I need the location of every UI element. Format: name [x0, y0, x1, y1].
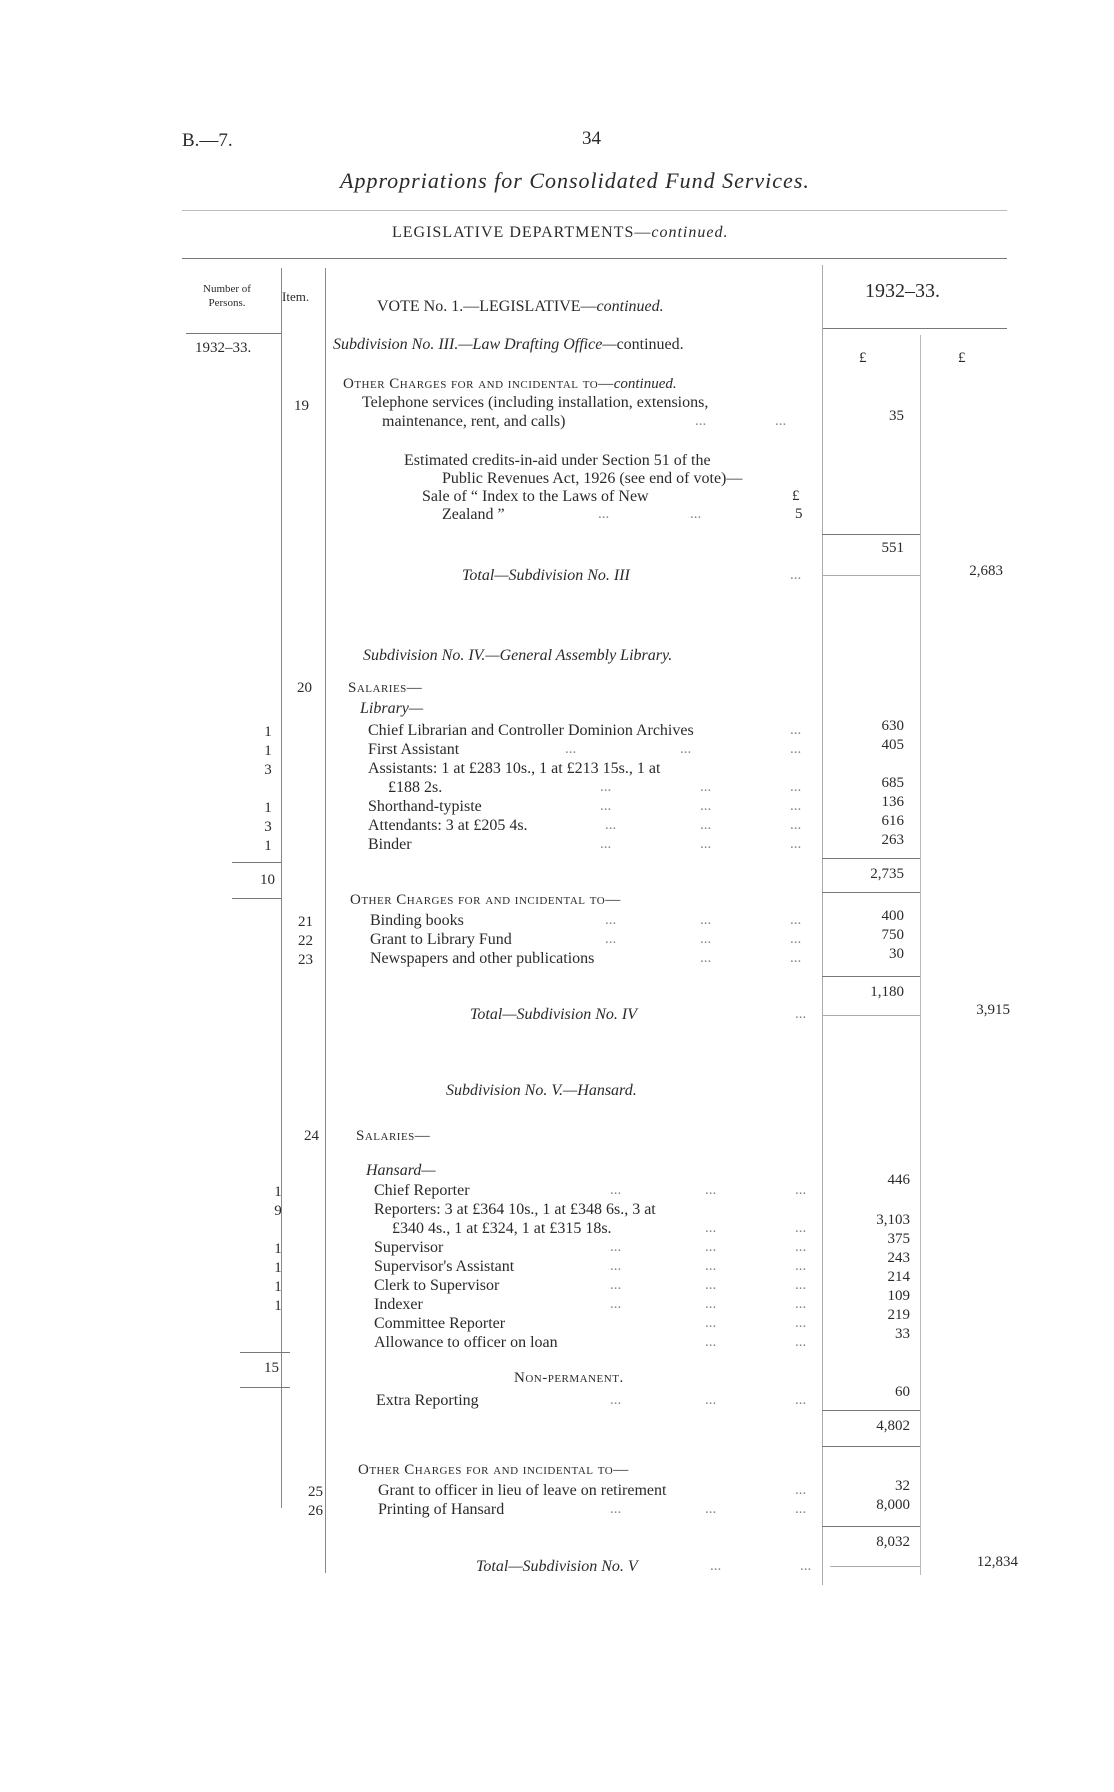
sub5-salaries-rule: [822, 1410, 920, 1411]
charge-amount: 30: [889, 946, 904, 962]
year-heading: 1932–33.: [865, 280, 940, 302]
salary-amount: 214: [887, 1269, 910, 1285]
leader-dots: ...: [705, 1315, 717, 1331]
sub3-other-charges: [343, 376, 677, 393]
sub5-salaries: Salaries—: [356, 1128, 431, 1144]
leader-dots: ...: [795, 1006, 807, 1022]
leader-dots: ...: [565, 741, 577, 757]
tel-amount: 35: [889, 408, 904, 424]
leader-dots: ...: [795, 1392, 807, 1408]
salary-label: Clerk to Supervisor: [374, 1277, 500, 1294]
amount-header-rule: [822, 328, 1007, 329]
salary-label: £340 4s., 1 at £324, 1 at £315 18s.: [392, 1220, 612, 1237]
leader-dots: ...: [700, 779, 712, 795]
sub4-charges-rule: [822, 976, 920, 977]
persons-count: 1: [274, 1298, 282, 1314]
leader-dots: ...: [790, 950, 802, 966]
persons-count: 1: [274, 1279, 282, 1295]
credits-line-2: Public Revenues Act, 1926 (see end of vote)—: [442, 470, 743, 487]
sub3-heading-cont: continued.: [616, 336, 684, 353]
sub4-other-charges: Other Charges for and incidental to—: [350, 892, 621, 908]
persons-count: 1: [264, 800, 272, 816]
salary-label: Binder: [368, 836, 412, 853]
sub5-total: 12,834: [976, 1554, 1018, 1570]
salary-label: Chief Librarian and Controller Dominion Archives: [368, 722, 694, 739]
leader-dots: ...: [775, 413, 787, 429]
credits-pound: £: [792, 488, 800, 504]
charge-amount: 750: [881, 927, 904, 943]
leader-dots: ...: [795, 1220, 807, 1236]
sub4-salaries-sum: 2,735: [870, 866, 904, 882]
leader-dots: ...: [600, 836, 612, 852]
vote-heading: [377, 298, 664, 316]
leader-dots: ...: [690, 506, 702, 522]
persons-count: 1: [264, 743, 272, 759]
credits-amount: 5: [795, 506, 803, 522]
salary-label: Reporters: 3 at £364 10s., 1 at £348 6s., 3 at: [374, 1201, 656, 1218]
credits-line-4: Zealand ”: [442, 506, 505, 523]
sub5-non-permanent: Non-permanent.: [514, 1370, 624, 1386]
salary-amount: 136: [881, 794, 904, 810]
pound-sign-1: £: [859, 350, 867, 366]
department-cont: continued.: [651, 224, 729, 241]
leader-dots: ...: [605, 817, 617, 833]
item-number: 22: [298, 933, 313, 949]
rule-persons-item: [281, 268, 282, 1508]
salary-label: Indexer: [374, 1296, 423, 1313]
leader-dots: ...: [795, 1482, 807, 1498]
leader-dots: ...: [598, 506, 610, 522]
sub4-total-label: Total—Subdivision No. IV: [470, 1006, 637, 1023]
sub3-other-charges-text: Other Charges for and incidental to—: [343, 376, 614, 392]
sub4-salaries: Salaries—: [348, 680, 423, 696]
title-rule: [182, 210, 1007, 211]
charge-label: Newspapers and other publications: [370, 950, 595, 967]
salary-label: First Assistant: [368, 741, 460, 758]
pound-sign-2: £: [958, 350, 966, 366]
leader-dots: ...: [790, 741, 802, 757]
sub5-heading: Subdivision No. V.—Hansard.: [446, 1082, 637, 1099]
page-title: Appropriations for Consolidated Fund Services.: [340, 168, 810, 193]
persons-count: 1: [264, 724, 272, 740]
item-number: 23: [298, 952, 313, 968]
page-number: 34: [582, 128, 601, 149]
leader-dots: ...: [610, 1258, 622, 1274]
salary-amount: 3,103: [876, 1212, 910, 1228]
salary-amount: 685: [881, 775, 904, 791]
sub3-heading-text: Subdivision No. III.—Law Drafting Office—: [333, 336, 617, 353]
sub4-charges-sum: 1,180: [870, 984, 904, 1000]
leader-dots: ...: [795, 1239, 807, 1255]
leader-dots: ...: [705, 1239, 717, 1255]
sub4-persons-total: 10: [260, 872, 275, 888]
sub5-charges-rule: [822, 1526, 920, 1527]
leader-dots: ...: [600, 798, 612, 814]
leader-dots: ...: [705, 1220, 717, 1236]
leader-dots: ...: [610, 1182, 622, 1198]
leader-dots: ...: [705, 1277, 717, 1293]
leader-dots: ...: [790, 931, 802, 947]
item-19: 19: [294, 398, 309, 414]
sub3-sum-rule: [822, 534, 920, 535]
sub4-salaries-rule-2: [822, 892, 920, 893]
head-top-rule: [182, 258, 1007, 259]
department-heading: [392, 224, 728, 242]
sub3-other-charges-cont: continued.: [613, 376, 677, 392]
leader-dots: ...: [610, 1501, 622, 1517]
leader-dots: ...: [610, 1239, 622, 1255]
salary-amount: 375: [887, 1231, 910, 1247]
vote-cont: continued.: [596, 298, 664, 315]
document-ref: B.—7.: [182, 130, 233, 151]
leader-dots: ...: [605, 931, 617, 947]
charge-label: Printing of Hansard: [378, 1501, 505, 1518]
sub4-total: 3,915: [976, 1002, 1010, 1018]
charge-amount: 32: [895, 1478, 910, 1494]
leader-dots: ...: [705, 1258, 717, 1274]
persons-count: 3: [264, 762, 272, 778]
col-header-persons: Number of Persons.: [203, 283, 251, 309]
charge-label: Grant to Library Fund: [370, 931, 512, 948]
leader-dots: ...: [795, 1296, 807, 1312]
salary-amount: 405: [881, 737, 904, 753]
sub5-salaries-rule-2: [822, 1446, 920, 1447]
leader-dots: ...: [700, 836, 712, 852]
leader-dots: ...: [710, 1558, 722, 1574]
sub5-salaries-sum: 4,802: [876, 1418, 910, 1434]
item-number: 26: [308, 1503, 323, 1519]
sub3-heading: [333, 336, 684, 354]
leader-dots: ...: [705, 1501, 717, 1517]
leader-dots: ...: [695, 413, 707, 429]
sub5-total-rule: [830, 1566, 920, 1567]
sub5-persons-rule-2: [240, 1387, 290, 1388]
sub4-library: Library—: [360, 700, 424, 717]
salary-amount: 616: [881, 813, 904, 829]
sub5-persons-total: 15: [264, 1360, 279, 1376]
charge-amount: 400: [881, 908, 904, 924]
salary-amount: 243: [887, 1250, 910, 1266]
leader-dots: ...: [700, 950, 712, 966]
sub5-other-charges: Other Charges for and incidental to—: [358, 1462, 629, 1478]
leader-dots: ...: [610, 1296, 622, 1312]
salary-label: Chief Reporter: [374, 1182, 470, 1199]
persons-count: 3: [264, 819, 272, 835]
leader-dots: ...: [605, 912, 617, 928]
leader-dots: ...: [795, 1258, 807, 1274]
item-24: 24: [304, 1128, 319, 1144]
sub5-persons-rule: [240, 1352, 290, 1353]
leader-dots: ...: [790, 779, 802, 795]
leader-dots: ...: [700, 798, 712, 814]
leader-dots: ...: [610, 1392, 622, 1408]
persons-header-rule: [186, 333, 281, 334]
sub4-total-rule: [822, 1015, 920, 1016]
sub4-persons-rule: [232, 862, 281, 863]
sub4-salaries-rule: [822, 858, 920, 859]
salary-amount: 109: [887, 1288, 910, 1304]
leader-dots: ...: [795, 1315, 807, 1331]
leader-dots: ...: [790, 567, 802, 583]
salary-label: Attendants: 3 at £205 4s.: [368, 817, 528, 834]
leader-dots: ...: [680, 741, 692, 757]
leader-dots: ...: [800, 1558, 812, 1574]
sub3-sum: 551: [881, 540, 904, 556]
leader-dots: ...: [790, 836, 802, 852]
extra-reporting-label: Extra Reporting: [376, 1392, 479, 1409]
leader-dots: ...: [790, 798, 802, 814]
rule-amount-total: [920, 335, 921, 1575]
persons-count: 1: [274, 1260, 282, 1276]
salary-amount: 33: [895, 1326, 910, 1342]
item-number: 21: [298, 914, 313, 930]
leader-dots: ...: [610, 1277, 622, 1293]
leader-dots: ...: [700, 912, 712, 928]
credits-line-1: Estimated credits-in-aid under Section 51 of the: [404, 452, 711, 469]
leader-dots: ...: [705, 1392, 717, 1408]
salary-label: Supervisor's Assistant: [374, 1258, 515, 1275]
item-20: 20: [297, 680, 312, 696]
sub5-total-label: Total—Subdivision No. V: [476, 1558, 638, 1575]
salary-label: Shorthand-typiste: [368, 798, 482, 815]
leader-dots: ...: [705, 1334, 717, 1350]
charge-amount: 8,000: [876, 1497, 910, 1513]
leader-dots: ...: [795, 1501, 807, 1517]
vote-title: VOTE No. 1.—LEGISLATIVE—: [377, 298, 597, 315]
credits-line-3: Sale of “ Index to the Laws of New: [422, 488, 649, 505]
item-number: 25: [308, 1484, 323, 1500]
leader-dots: ...: [795, 1277, 807, 1293]
persons-count: 1: [274, 1184, 282, 1200]
sub3-total-rule: [822, 575, 920, 576]
charge-label: Grant to officer in lieu of leave on retirement: [378, 1482, 667, 1499]
sub3-total-label: Total—Subdivision No. III: [462, 567, 630, 584]
leader-dots: ...: [600, 779, 612, 795]
leader-dots: ...: [700, 817, 712, 833]
salary-amount: 630: [881, 718, 904, 734]
sub4-persons-rule-2: [232, 898, 281, 899]
leader-dots: ...: [790, 817, 802, 833]
rule-desc-amount: [822, 265, 823, 1585]
salary-label: Committee Reporter: [374, 1315, 506, 1332]
salary-label: Allowance to officer on loan: [374, 1334, 558, 1351]
salary-label: Supervisor: [374, 1239, 444, 1256]
salary-amount: 263: [881, 832, 904, 848]
leader-dots: ...: [700, 931, 712, 947]
persons-year: 1932–33.: [195, 340, 252, 356]
leader-dots: ...: [705, 1182, 717, 1198]
salary-amount: 446: [887, 1172, 910, 1188]
rule-item-desc: [325, 268, 326, 1573]
department-name: LEGISLATIVE DEPARTMENTS—: [392, 224, 652, 241]
sub3-total: 2,683: [969, 563, 1003, 579]
persons-count: 1: [264, 838, 272, 854]
salary-label: Assistants: 1 at £283 10s., 1 at £213 15s., 1 at: [368, 760, 661, 777]
leader-dots: ...: [705, 1296, 717, 1312]
sub4-heading: Subdivision No. IV.—General Assembly Library.: [363, 647, 673, 664]
sub5-hansard: Hansard—: [366, 1162, 436, 1179]
charge-label: Binding books: [370, 912, 464, 929]
extra-reporting-amount: 60: [895, 1384, 910, 1400]
persons-count: 1: [274, 1241, 282, 1257]
salary-label: £188 2s.: [388, 779, 443, 796]
leader-dots: ...: [790, 912, 802, 928]
leader-dots: ...: [790, 722, 802, 738]
leader-dots: ...: [795, 1334, 807, 1350]
salary-amount: 219: [887, 1307, 910, 1323]
tel-line-2: maintenance, rent, and calls): [382, 413, 566, 430]
sub5-charges-sum: 8,032: [876, 1534, 910, 1550]
leader-dots: ...: [795, 1182, 807, 1198]
col-header-item: Item.: [282, 289, 310, 304]
tel-line-1: Telephone services (including installation, extensions,: [362, 394, 709, 411]
persons-count: 9: [274, 1203, 282, 1219]
